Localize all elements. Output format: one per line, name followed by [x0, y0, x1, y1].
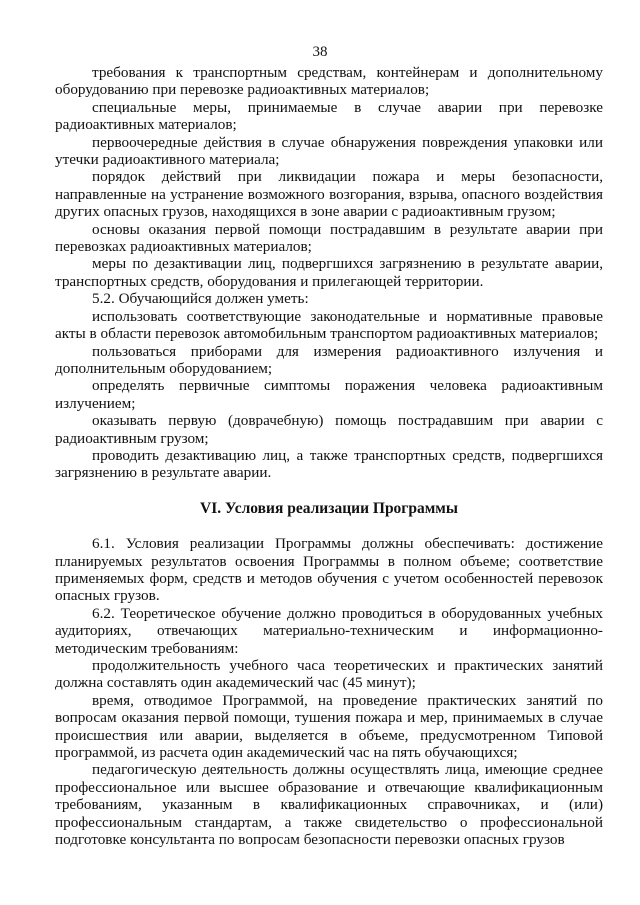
paragraph: 6.2. Теоретическое обучение должно проводиться в оборудованных учебных аудиториях, отвечающих материально-техническим и информационно-методическим требованиям: — [55, 604, 603, 657]
paragraph: порядок действий при ликвидации пожара и меры безопасности, направленные на устранение возможного возгорания, взрыва, опасного воздействия других опасных грузов, находящихся в зоне аварии с радиоактивным грузом; — [55, 168, 603, 221]
paragraph: использовать соответствующие законодательные и нормативные правовые акты в области перевозок автомобильным транспортом радиоактивных материалов; — [55, 307, 603, 343]
paragraph: первоочередные действия в случае обнаружения повреждения упаковки или утечки радиоактивного материала; — [55, 133, 603, 169]
paragraph: продолжительность учебного часа теоретических и практических занятий должна составлять один академический час (45 минут); — [55, 657, 603, 692]
paragraph: проводить дезактивацию лиц, а также транспортных средств, подвергшихся загрязнению в результате аварии. — [55, 446, 603, 482]
document-body — [55, 64, 603, 848]
paragraph: основы оказания первой помощи пострадавшим в результате аварии при перевозках радиоактивных материалов; — [55, 220, 603, 256]
paragraph: требования к транспортным средствам, контейнерам и дополнительному оборудованию при перевозке радиоактивных материалов; — [55, 64, 603, 99]
paragraph: меры по дезактивации лиц, подвергшихся загрязнению в результате аварии, транспортных средств, оборудования и прилегающей территории. — [55, 255, 603, 290]
paragraph: время, отводимое Программой, на проведение практических занятий по вопросам оказания первой помощи, тушения пожара и мер, принимаемых в случае происшествия или аварии, выделяется в объеме, предусмотренном Типовой программой, из расчета один академический час на пять обучающихся; — [55, 691, 603, 762]
page-number: 38 — [312, 44, 328, 60]
paragraph: 6.1. Условия реализации Программы должны обеспечивать: достижение планируемых результатов освоения Программы в полном объеме; соответствие применяемых форм, средств и методов обучения с учетом особенностей перевозок опасных грузов. — [55, 535, 603, 605]
paragraph: определять первичные симптомы поражения человека радиоактивным излучением; — [55, 377, 603, 412]
paragraph: педагогическую деятельность должны осуществлять лица, имеющие среднее профессиональное или высшее образование и отвечающие квалификационным требованиям, указанным в квалификационных справочниках, и (или) профессиональным стандартам, а также свидетельство о профессиональной подготовке консультанта по вопросам безопасности перевозки опасных грузов — [55, 761, 603, 849]
paragraph: оказывать первую (доврачебную) помощь пострадавшим при аварии с радиоактивным грузом; — [55, 412, 603, 447]
paragraph: специальные меры, принимаемые в случае аварии при перевозке радиоактивных материалов; — [55, 98, 603, 134]
paragraph: 5.2. Обучающийся должен уметь: — [92, 290, 309, 308]
paragraph: пользоваться приборами для измерения радиоактивного излучения и дополнительным оборудованием; — [55, 342, 603, 377]
section-heading: VI. Условия реализации Программы — [200, 499, 458, 517]
